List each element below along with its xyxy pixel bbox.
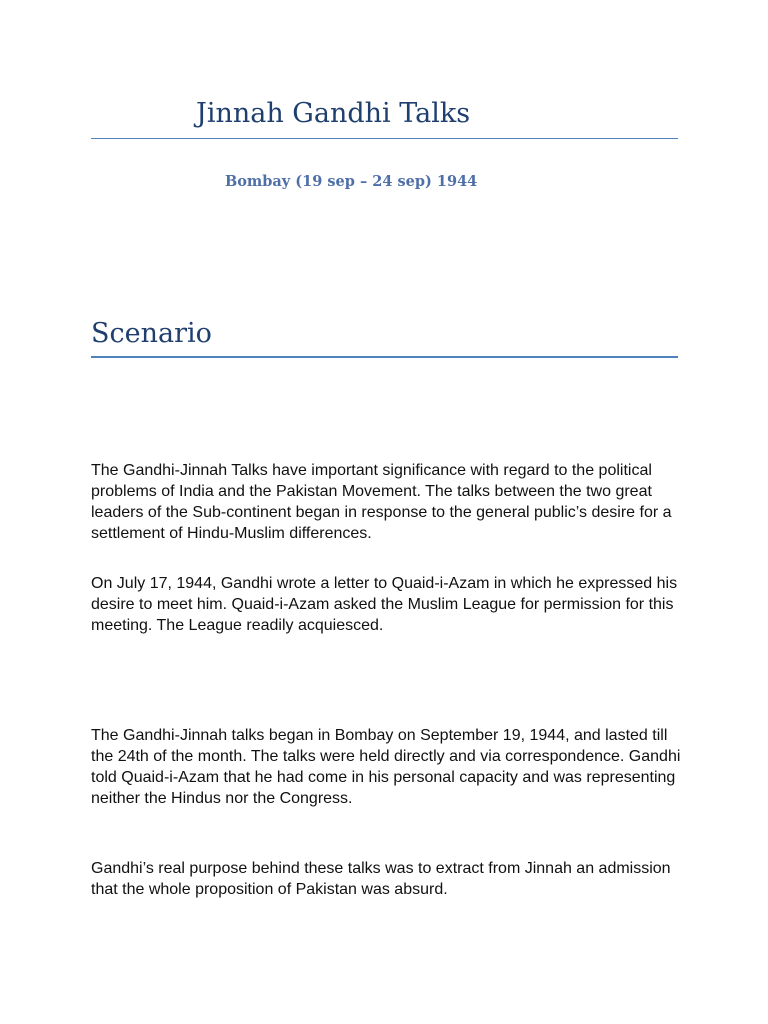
section-heading-scenario: Scenario xyxy=(91,318,212,349)
document-title: Jinnah Gandhi Talks xyxy=(196,98,471,129)
section-divider xyxy=(91,356,678,358)
body-paragraph-2: On July 17, 1944, Gandhi wrote a letter to Quaid-i-Azam in which he expressed his desire to meet him. Quaid-i-Azam asked the Muslim League for permission for this meeting. The League readily acquiesced. xyxy=(91,575,678,634)
body-paragraph-4: Gandhi’s real purpose behind these talks was to extract from Jinnah an admission that the whole proposition of Pakistan was absurd. xyxy=(91,860,671,898)
title-divider xyxy=(91,138,678,139)
document-subtitle: Bombay (19 sep – 24 sep) 1944 xyxy=(225,173,478,190)
body-paragraph-3: The Gandhi-Jinnah talks began in Bombay on September 19, 1944, and lasted till the 24th of the month. The talks were held directly and via correspondence. Gandhi told Quaid-i-Azam that he had come in his personal capacity and was representing neither the Hindus nor the Congress. xyxy=(91,727,681,807)
body-paragraph-1: The Gandhi-Jinnah Talks have important significance with regard to the political problems of India and the Pakistan Movement. The talks between the two great leaders of the Sub-continent began in response to the general public’s desire for a settlement of Hindu-Muslim differences. xyxy=(91,462,672,542)
